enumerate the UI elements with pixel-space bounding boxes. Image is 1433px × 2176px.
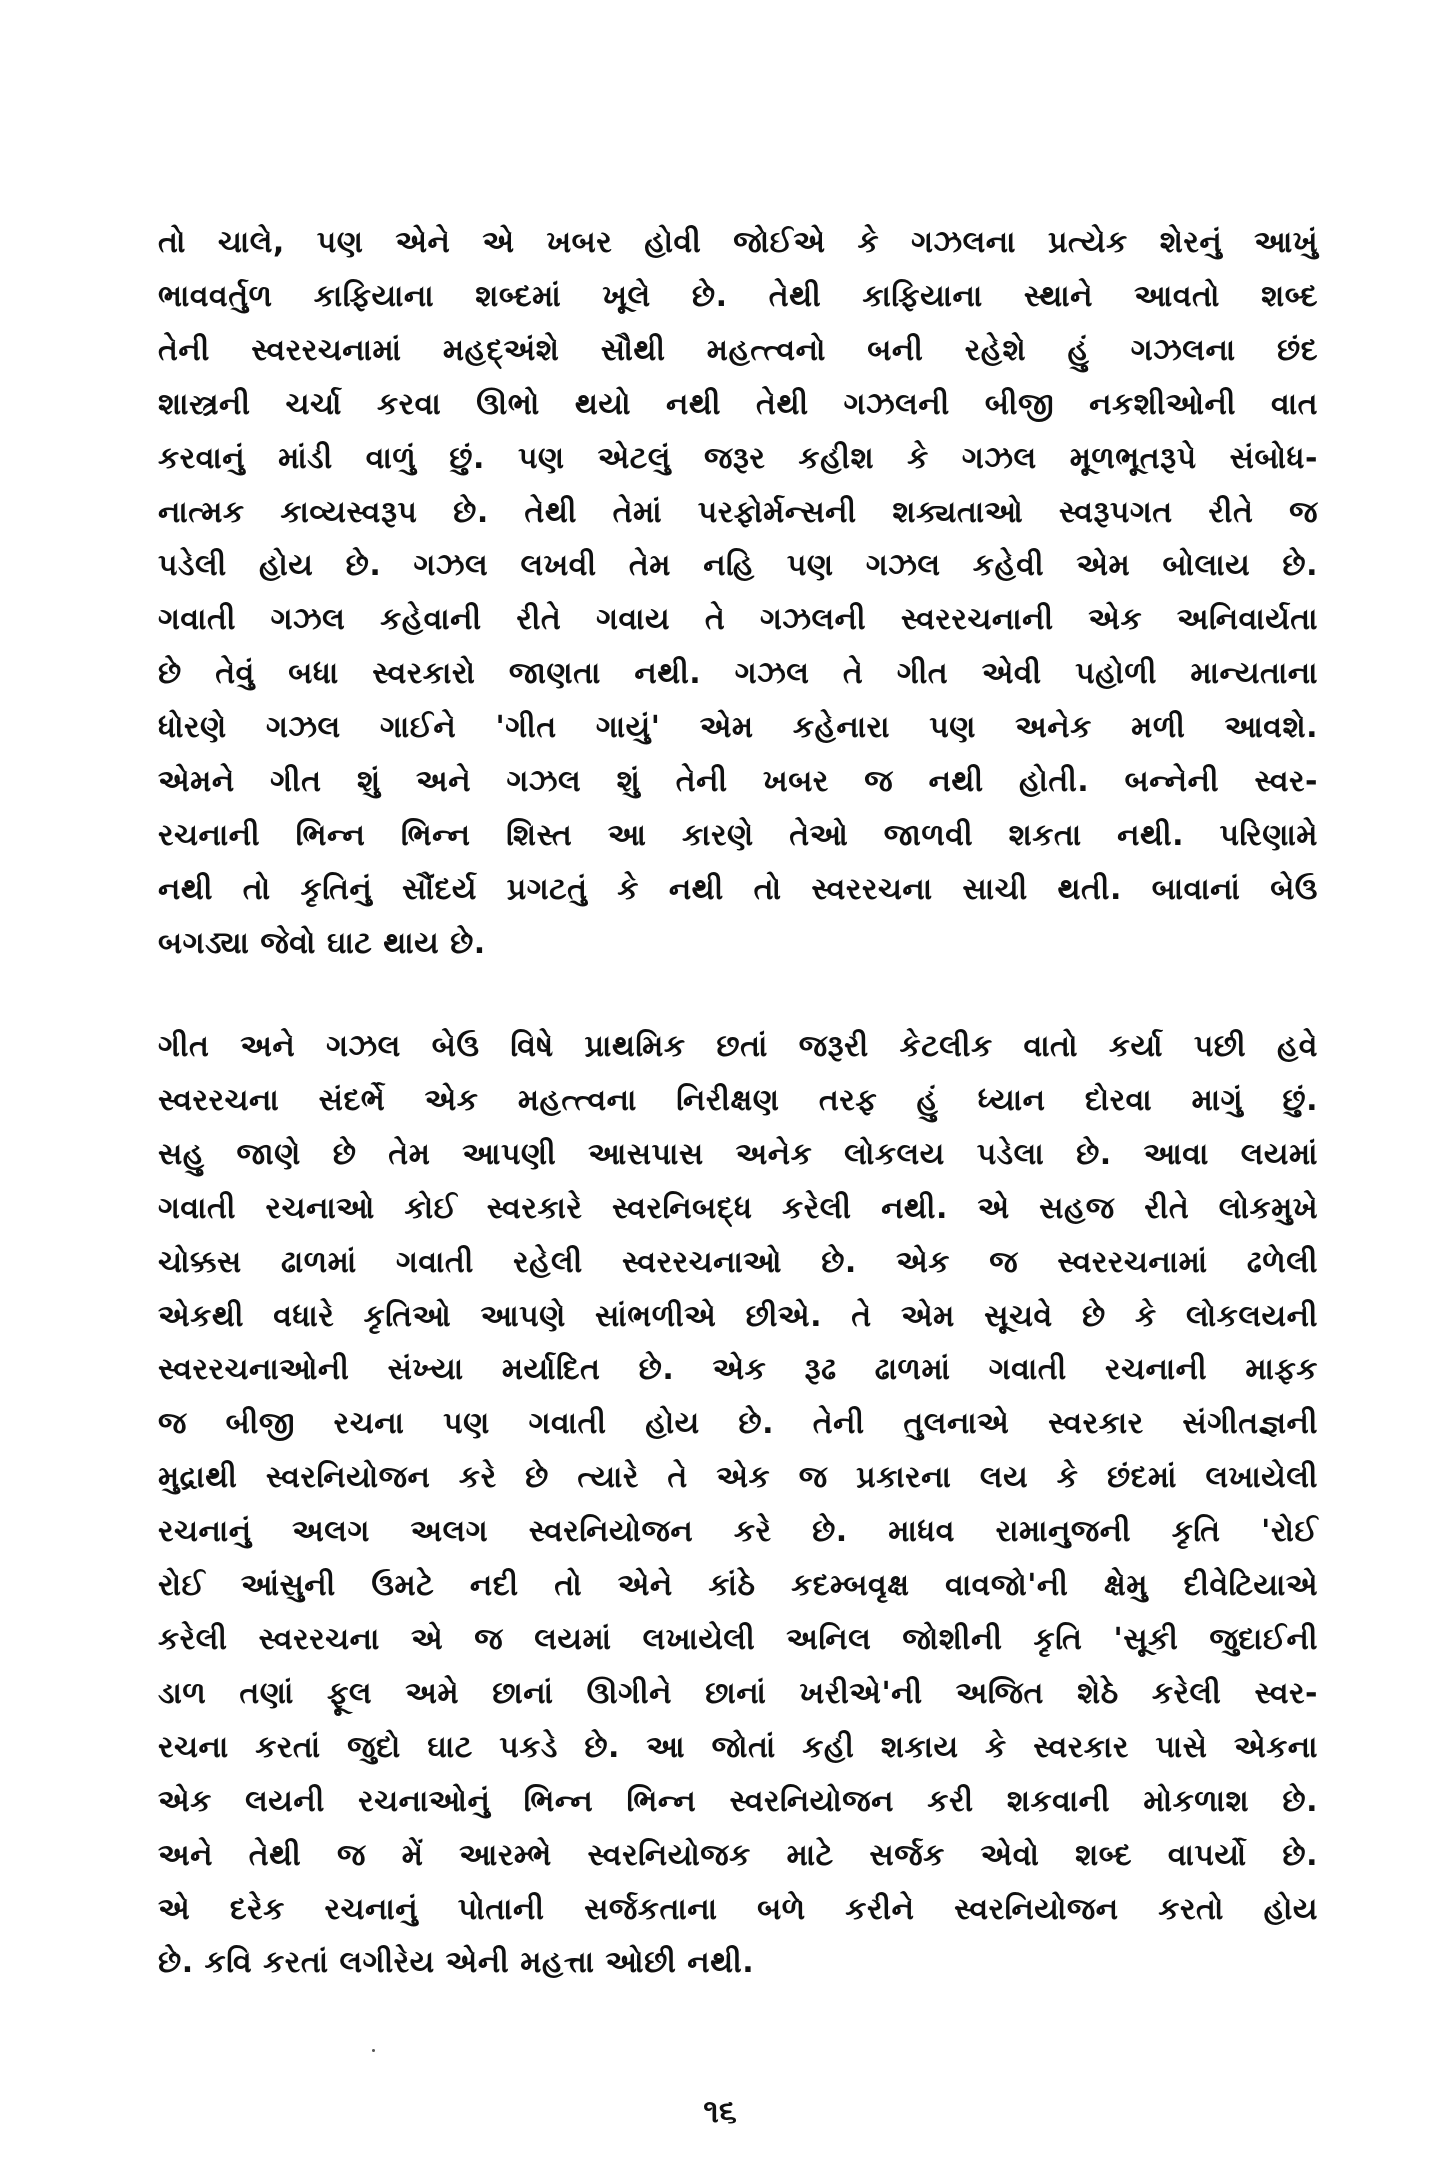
- text-line: છે. કવિ કરતાં લગીરેય એની મહત્તા ઓછી નથી.: [158, 1945, 755, 1981]
- paragraph-1: [158, 216, 1318, 971]
- text-line: ચોક્કસ ઢાળમાં ગવાતી રહેલી સ્વરરચનાઓ છે. એક જ સ્વરરચનામાં ઢળેલી: [158, 1244, 1318, 1280]
- text-line: કરવાનું માંડી વાળું છું. પણ એટલું જરૂર કહીશ કે ગઝલ મૂળભૂતરૂપે સંબોધ-: [158, 440, 1318, 476]
- text-line: નથી તો કૃતિનું સૌંદર્ય પ્રગટતું કે નથી તો સ્વરરચના સાચી થતી. બાવાનાં બેઉ: [158, 871, 1318, 907]
- print-speck: [372, 2049, 375, 2052]
- text-line: પડેલી હોય છે. ગઝલ લખવી તેમ નહિ પણ ગઝલ કહેવી એમ બોલાય છે.: [158, 548, 1318, 584]
- text-line: સહુ જાણે છે તેમ આપણી આસપાસ અનેક લોકલય પડેલા છે. આવા લયમાં: [158, 1136, 1318, 1172]
- text-line: રોઈ આંસુની ઉમટે નદી તો એને કાંઠે કદમ્બવૃક્ષ વાવજો'ની ક્ષેમુ દીવેટિયાએ: [158, 1568, 1318, 1604]
- text-line: સ્વરરચનાઓની સંખ્યા મર્યાદિત છે. એક રૂઢ ઢાળમાં ગવાતી રચનાની માફક: [158, 1352, 1318, 1388]
- text-line: બગડ્યા જેવો ઘાટ થાય છે.: [158, 925, 486, 961]
- text-line: કરેલી સ્વરરચના એ જ લયમાં લખાયેલી અનિલ જોશીની કૃતિ 'સૂકી જુદાઈની: [158, 1621, 1318, 1657]
- text-line: મુદ્રાથી સ્વરનિયોજન કરે છે ત્યારે તે એક જ પ્રકારના લય કે છંદમાં લખાયેલી: [158, 1460, 1318, 1496]
- text-line: ડાળ તણાં ફૂલ અમે છાનાં ઊગીને છાનાં ખરીએ'ની અજિત શેઠે કરેલી સ્વર-: [158, 1675, 1318, 1711]
- text-line: જ બીજી રચના પણ ગવાતી હોય છે. તેની તુલનાએ સ્વરકાર સંગીતજ્ઞની: [158, 1406, 1318, 1442]
- text-line: એમને ગીત શું અને ગઝલ શું તેની ખબર જ નથી હોતી. બન્નેની સ્વર-: [158, 764, 1318, 800]
- text-line: છે તેવું બધા સ્વરકારો જાણતા નથી. ગઝલ તે ગીત એવી પહોળી માન્યતાના: [158, 656, 1318, 692]
- text-line: શાસ્ત્રની ચર્ચા કરવા ઊભો થયો નથી તેથી ગઝલની બીજી નકશીઓની વાત: [158, 386, 1318, 422]
- text-line: સ્વરરચના સંદર્ભે એક મહત્ત્વના નિરીક્ષણ તરફ હું ધ્યાન દોરવા માગું છું.: [158, 1082, 1318, 1118]
- page-number: ૧૬: [703, 2092, 737, 2130]
- text-line: ધોરણે ગઝલ ગાઈને 'ગીત ગાયું' એમ કહેનારા પણ અનેક મળી આવશે.: [158, 710, 1318, 746]
- text-line: તેની સ્વરરચનામાં મહદ્અંશે સૌથી મહત્ત્વનો બની રહેશે હું ગઝલના છંદ: [158, 332, 1318, 368]
- text-line: ગીત અને ગઝલ બેઉ વિષે પ્રાથમિક છતાં જરૂરી કેટલીક વાતો કર્યા પછી હવે: [158, 1029, 1318, 1064]
- paragraph-2: [158, 1020, 1318, 1990]
- text-line: એકથી વધારે કૃતિઓ આપણે સાંભળીએ છીએ. તે એમ સૂચવે છે કે લોકલયની: [158, 1298, 1318, 1334]
- text-line: રચનાની ભિન્ન ભિન્ન શિસ્ત આ કારણે તેઓ જાળવી શકતા નથી. પરિણામે: [158, 817, 1318, 853]
- text-line: એક લયની રચનાઓનું ભિન્ન ભિન્ન સ્વરનિયોજન કરી શકવાની મોકળાશ છે.: [158, 1783, 1318, 1819]
- text-line: રચના કરતાં જુદો ઘાટ પકડે છે. આ જોતાં કહી શકાય કે સ્વરકાર પાસે એકના: [158, 1729, 1318, 1765]
- text-line: નાત્મક કાવ્યસ્વરૂપ છે. તેથી તેમાં પરફોર્મન્સની શક્યતાઓ સ્વરૂપગત રીતે જ: [158, 494, 1318, 530]
- text-line: એ દરેક રચનાનું પોતાની સર્જકતાના બળે કરીને સ્વરનિયોજન કરતો હોય: [158, 1891, 1318, 1927]
- text-line: તો ચાલે, પણ એને એ ખબર હોવી જોઈએ કે ગઝલના પ્રત્યેક શેરનું આખું: [158, 225, 1318, 260]
- text-line: ભાવવર્તુળ કાફિયાના શબ્દમાં ખૂલે છે. તેથી કાફિયાના સ્થાને આવતો શબ્દ: [158, 278, 1318, 314]
- text-line: ગવાતી રચનાઓ કોઈ સ્વરકારે સ્વરનિબદ્ધ કરેલી નથી. એ સહજ રીતે લોકમુખે: [158, 1190, 1318, 1226]
- text-line: ગવાતી ગઝલ કહેવાની રીતે ગવાય તે ગઝલની સ્વરરચનાની એક અનિવાર્યતા: [158, 602, 1318, 638]
- text-line: અને તેથી જ મેં આરમ્ભે સ્વરનિયોજક માટે સર્જક એવો શબ્દ વાપર્યો છે.: [158, 1837, 1318, 1873]
- text-line: રચનાનું અલગ અલગ સ્વરનિયોજન કરે છે. માધવ રામાનુજની કૃતિ 'રોઈ: [158, 1514, 1318, 1550]
